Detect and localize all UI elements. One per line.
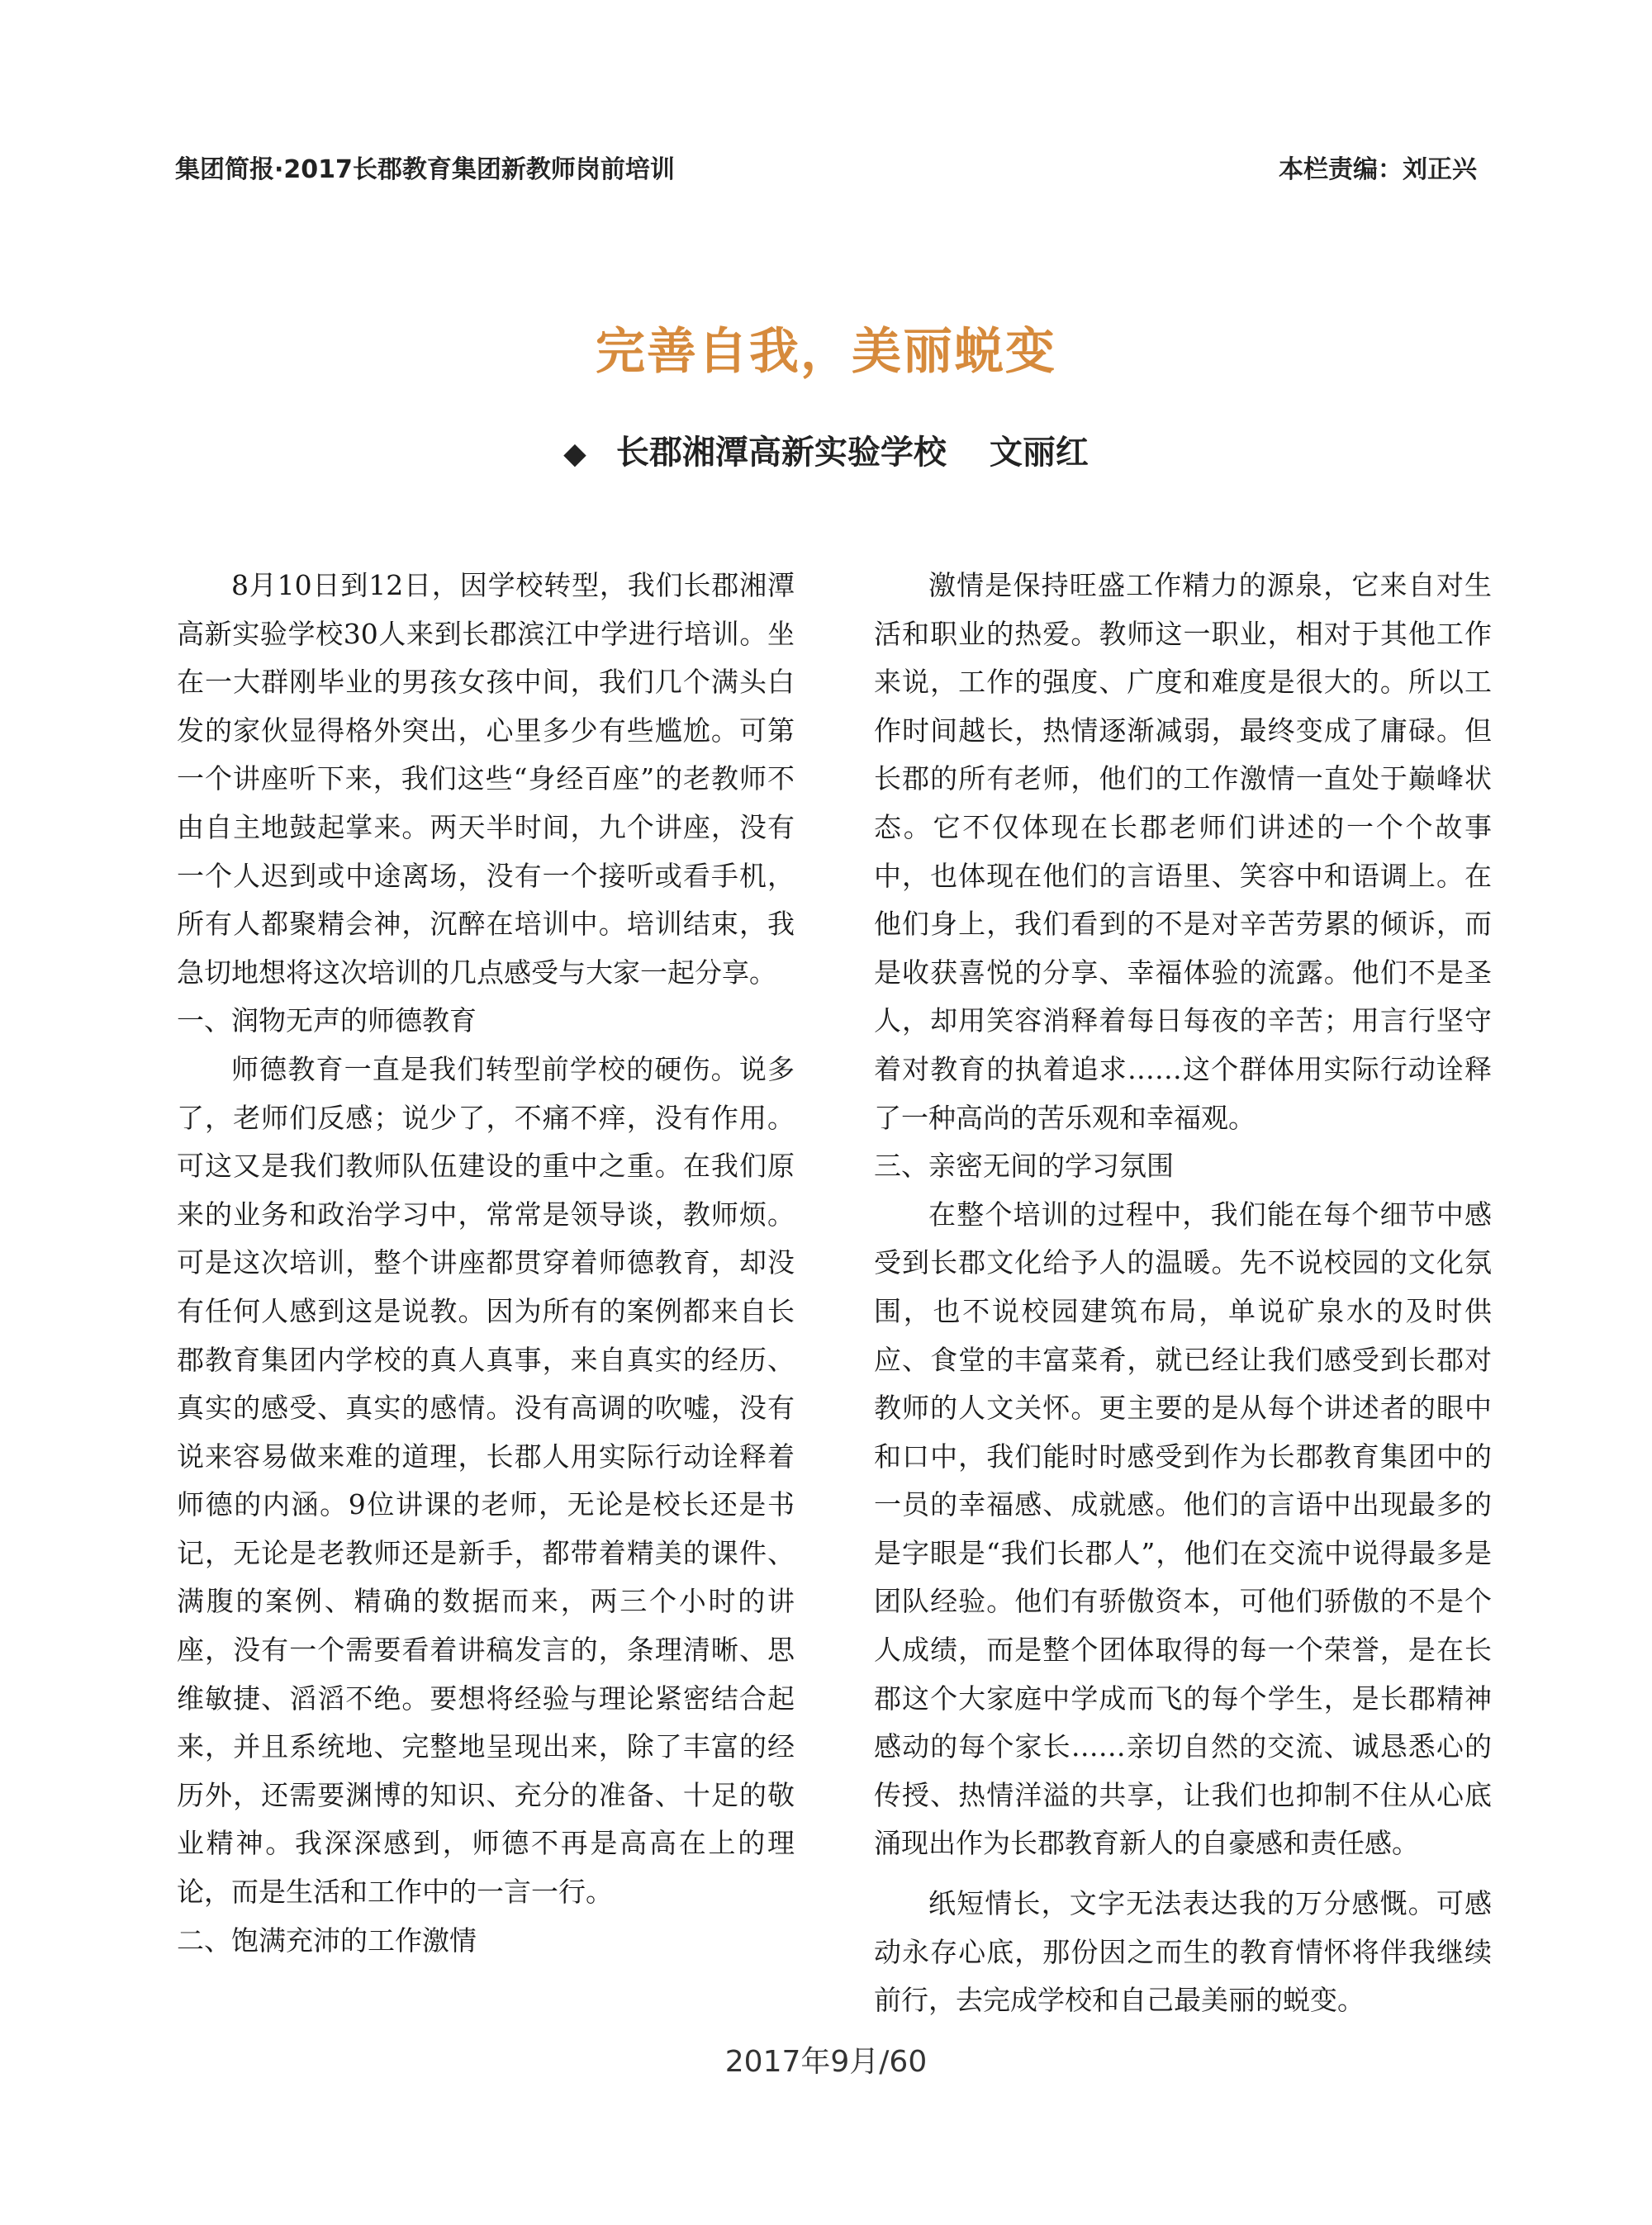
right-column <box>874 562 1492 2025</box>
byline <box>0 426 1652 473</box>
left-column <box>177 562 795 1965</box>
diamond-icon: ◆ <box>563 436 586 471</box>
body-paragraph: 师德教育一直是我们转型前学校的硬伤。说多了，老师们反感；说少了，不痛不痒，没有作用。可这又是我们教师队伍建设的重中之重。在我们原来的业务和政治学习中，常常是领导谈，教师烦。可是这次培训，整个讲座都贯穿着师德教育，却没有任何人感到这是说教。因为所有的案例都来自长郡教育集团内学校的真人真事，来自真实的经历、真实的感受、真实的感情。没有高调的吹嘘，没有说来容易做来难的道理，长郡人用实际行动诠释着师德的内涵。9位讲课的老师，无论是校长还是书记，无论是老教师还是新手，都带着精美的课件、满腹的案例、精确的数据而来，两三个小时的讲座，没有一个需要看着讲稿发言的，条理清晰、思维敏捷、滔滔不绝。要想将经验与理论紧密结合起来，并且系统地、完整地呈现出来，除了丰富的经历外，还需要渊博的知识、充分的准备、十足的敬业精神。我深深感到，师德不再是高高在上的理论，而是生活和工作中的一言一行。 <box>177 1052 795 1909</box>
body-paragraph: 在整个培训的过程中，我们能在每个细节中感受到长郡文化给予人的温暖。先不说校园的文化氛围，也不说校园建筑布局，单说矿泉水的及时供应、食堂的丰富菜肴，就已经让我们感受到长郡对教师的人文关怀。更主要的是从每个讲述者的眼中和口中，我们能时时感受到作为长郡教育集团中的一员的幸福感、成就感。他们的言语中出现最多的是字眼是“我们长郡人”，他们在交流中说得最多是团队经验。他们有骄傲资本，可他们骄傲的不是个人成绩，而是整个团体取得的每一个荣誉，是在长郡这个大家庭中学成而飞的每个学生，是长郡精神感动的每个家长……亲切自然的交流、诚恳悉心的传授、热情洋溢的共享，让我们也抑制不住从心底涌现出作为长郡教育新人的自豪感和责任感。 <box>874 1198 1492 1860</box>
page-footer: 2017年9月/60 <box>724 2045 928 2079</box>
section-heading: 一、润物无声的师德教育 <box>177 1004 477 1037</box>
closing-paragraph: 纸短情长，文字无法表达我的万分感慨。可感动永存心底，那份因之而生的教育情怀将伴我继续前行，去完成学校和自己最美丽的蜕变。 <box>874 1887 1492 2017</box>
section-heading: 二、饱满充沛的工作激情 <box>177 1924 477 1957</box>
article-title: 完善自我，美丽蜕变 <box>596 323 1056 381</box>
byline-school: 长郡湘潭高新实验学校 <box>615 433 947 472</box>
byline-author: 文丽红 <box>989 433 1089 472</box>
body-paragraph: 8月10日到12日，因学校转型，我们长郡湘潭高新实验学校30人来到长郡滨江中学进行培训。坐在一大群刚毕业的男孩女孩中间，我们几个满头白发的家伙显得格外突出，心里多少有些尴尬。可第一个讲座听下来，我们这些“身经百座”的老教师不由自主地鼓起掌来。两天半时间，九个讲座，没有一个人迟到或中途离场，没有一个接听或看手机，所有人都聚精会神，沉醉在培训中。培训结束，我急切地想将这次培训的几点感受与大家一起分享。 <box>177 569 795 989</box>
running-header-section: 集团简报·2017长郡教育集团新教师岗前培训 <box>175 155 675 184</box>
running-header-editor: 本栏责编：刘正兴 <box>1279 155 1477 184</box>
section-heading: 三、亲密无间的学习氛围 <box>874 1150 1174 1183</box>
body-paragraph: 激情是保持旺盛工作精力的源泉，它来自对生活和职业的热爱。教师这一职业，相对于其他工作来说，工作的强度、广度和难度是很大的。所以工作时间越长，热情逐渐减弱，最终变成了庸碌。但长郡的所有老师，他们的工作激情一直处于巅峰状态。它不仅体现在长郡老师们讲述的一个个故事中，也体现在他们的言语里、笑容中和语调上。在他们身上，我们看到的不是对辛苦劳累的倾诉，而是收获喜悦的分享、幸福体验的流露。他们不是圣人，却用笑容消释着每日每夜的辛苦；用言行坚守着对教育的执着追求……这个群体用实际行动诠释了一种高尚的苦乐观和幸福观。 <box>874 569 1492 1134</box>
